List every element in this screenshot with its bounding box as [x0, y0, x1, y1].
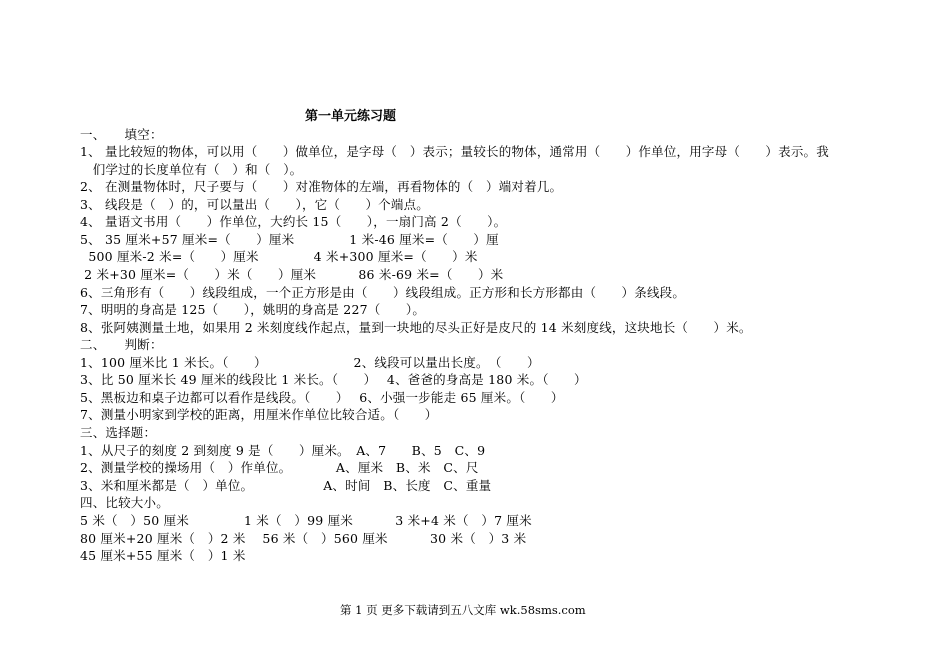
question-line: 7、明明的身高是 125（ ），姚明的身高是 227（ ）。 [80, 302, 426, 317]
page-footer: 第 1 页 更多下载请到五八文库 wk.58sms.com [340, 603, 586, 617]
question-line: 1、 量比较短的物体，可以用（ ）做单位，是字母（ ）表示；量较长的物体，通常用（ ）作单位，用字母（ ）表示。我 [80, 144, 829, 159]
section-1-heading: 一、 填空： [80, 127, 163, 142]
question-line: 7、测量小明家到学校的距离，用厘米作单位比较合适。（ ） [80, 407, 438, 422]
question-line: 1、从尺子的刻度 2 到刻度 9 是（ ）厘米。 A、7 B、5 C、9 [80, 443, 486, 458]
section-3-heading: 三、选择题： [80, 425, 157, 440]
question-line: 1、100 厘米比 1 米长。（ ） 2、线段可以量出长度。 （ ） [80, 355, 540, 370]
question-line: 们学过的长度单位有（ ）和（ ）。 [80, 162, 303, 177]
question-line: 3、 线段是（ ）的，可以量出（ ），它（ ）个端点。 [80, 197, 429, 212]
page-title: 第一单元练习题 [305, 109, 397, 124]
question-line: 5、 35 厘米+57 厘米=（ ）厘米 1 米-46 厘米=（ ）厘 [80, 232, 499, 247]
question-line: 2、测量学校的操场用（ ）作单位。 A、厘米 B、米 C、尺 [80, 460, 479, 475]
section-2-heading: 二、 判断： [80, 337, 163, 352]
question-line: 5 米（ ）50 厘米 1 米（ ）99 厘米 3 米+4 米（ ）7 厘米 [80, 513, 532, 528]
question-line: 3、米和厘米都是（ ）单位。 A、时间 B、长度 C、重量 [80, 478, 492, 493]
section-4-heading: 四、比较大小。 [80, 495, 169, 510]
question-line: 3、比 50 厘米长 49 厘米的线段比 1 米长。（ ） 4、爸爸的身高是 180 米。（ ） [80, 372, 587, 387]
question-line: 500 厘米-2 米=（ ）厘米 4 米+300 厘米=（ ）米 [80, 249, 478, 264]
question-line: 4、 量语文书用（ ）作单位，大约长 15（ ），一扇门高 2（ ）。 [80, 214, 507, 229]
question-line: 6、三角形有（ ）线段组成，一个正方形是由（ ）线段组成。正方形和长方形都由（ ）条线段。 [80, 285, 686, 300]
question-line: 2 米+30 厘米=（ ）米（ ）厘米 86 米-69 米=（ ）米 [80, 267, 504, 282]
question-line: 80 厘米+20 厘米（ ）2 米 56 米（ ）560 厘米 30 米（ ）3 米 [80, 531, 527, 546]
question-line: 8、张阿姨测量土地，如果用 2 米刻度线作起点，量到一块地的尽头正好是皮尺的 14 米刻度线，这块地长（ ）米。 [80, 320, 752, 335]
question-line: 2、 在测量物体时，尺子要与（ ）对准物体的左端，再看物体的（ ）端对着几。 [80, 179, 563, 194]
question-line: 45 厘米+55 厘米（ ）1 米 [80, 548, 246, 563]
question-line: 5、黑板边和桌子边都可以看作是线段。（ ） 6、小强一步能走 65 厘米。（ ） [80, 390, 564, 405]
